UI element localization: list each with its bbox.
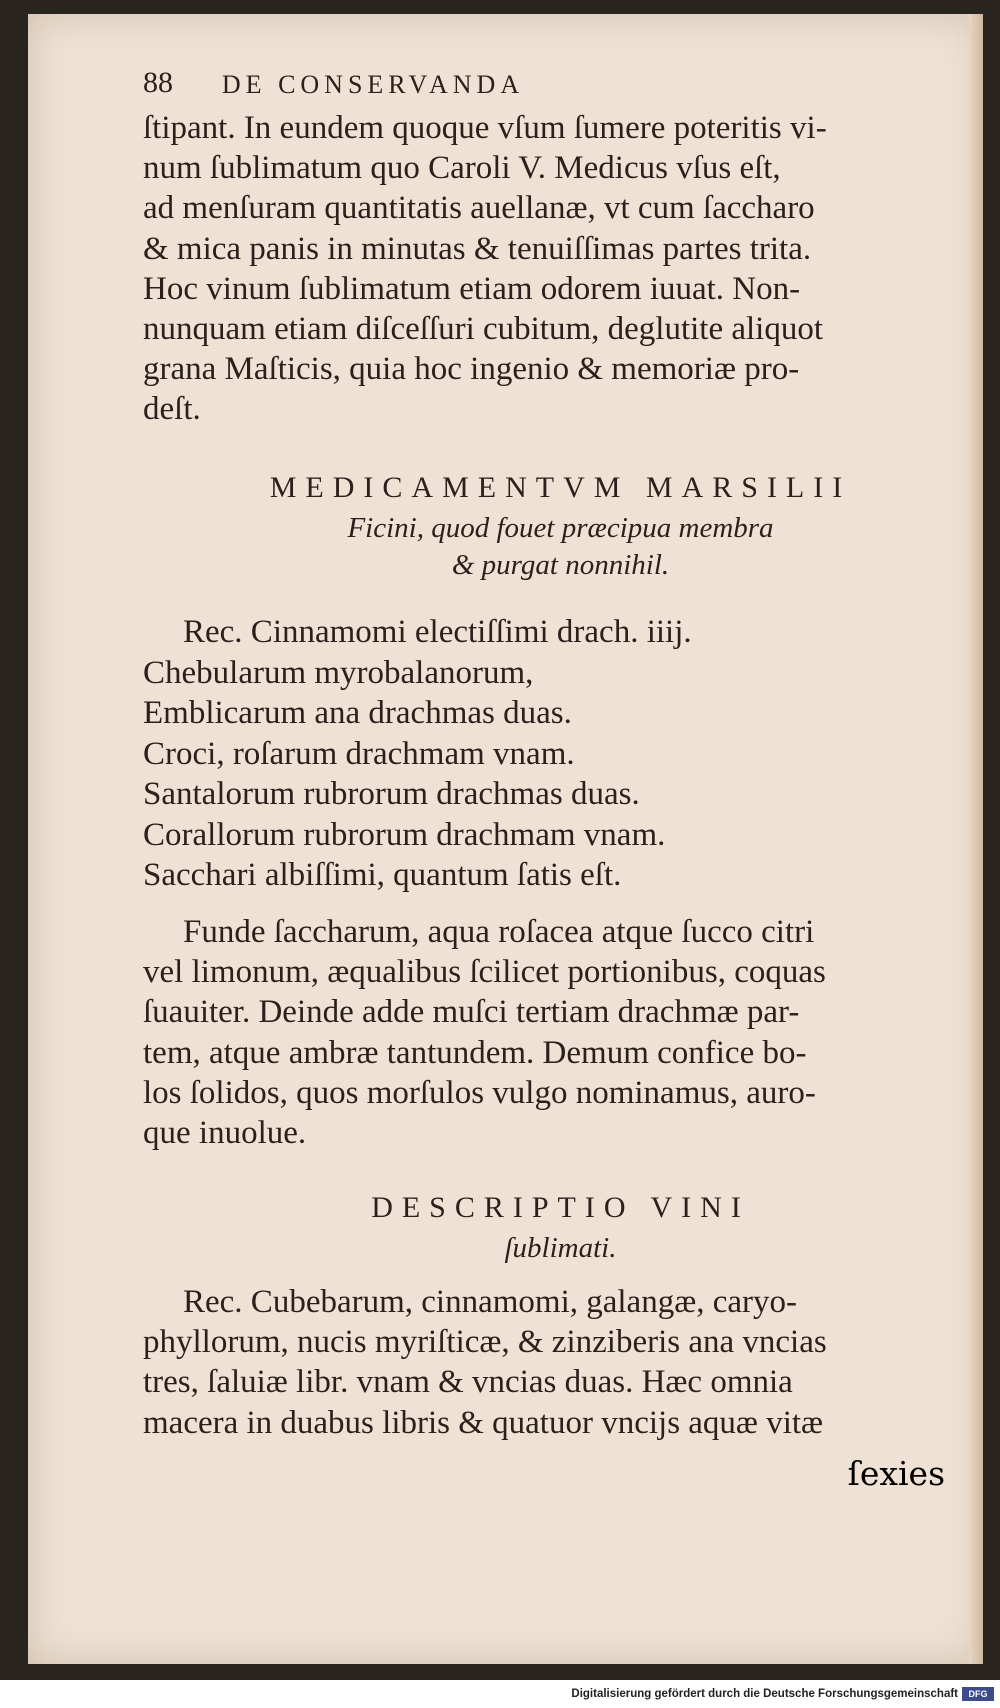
page-number: 88: [143, 66, 173, 99]
heading-subtitle: Ficini, quod fouet præcipua membra: [347, 512, 774, 544]
paragraph-3: [143, 1282, 978, 1443]
heading-subtitle: & purgat nonnihil.: [451, 549, 670, 581]
recipe-line: Rec. Cinnamomi electiſſimi drach. iiij.: [183, 614, 692, 650]
recipe-line: Sacchari albiſſimi, quantum ſatis eſt.: [143, 857, 622, 893]
dfg-logo: DFG: [962, 1687, 994, 1701]
running-head: [143, 66, 763, 106]
recipe-line: Croci, roſarum drachmam vnam.: [143, 735, 575, 772]
text-line: Hoc vinum ſublimatum etiam odorem iuuat. Non-: [143, 270, 801, 307]
text-line: Funde ſaccharum, aqua roſacea atque ſucco citri: [183, 914, 815, 950]
text-line: los ſolidos, quos morſulos vulgo nominamus, auro-: [143, 1074, 816, 1111]
paragraph-2: [143, 912, 978, 1153]
recipe-list: [143, 612, 978, 896]
catchword: ſexies: [847, 1454, 945, 1493]
heading-subtitle: ſublimati.: [504, 1232, 617, 1264]
text-line: ſtipant. In eundem quoque vſum ſumere poteritis vi-: [143, 110, 827, 146]
text-line: num ſublimatum quo Caroli V. Medicus vſus eſt,: [143, 150, 781, 187]
section-heading-descriptio: [143, 1186, 978, 1267]
running-head-title: DE CONSERVANDA: [221, 70, 525, 99]
heading-caps: DESCRIPTIO VINI: [371, 1191, 750, 1224]
section-heading-medicamentum: [143, 466, 978, 584]
funding-notice: Digitalisierung gefördert durch die Deutsche Forschungsgemeinschaft: [571, 1688, 958, 1700]
text-line: deſt.: [143, 391, 201, 428]
paragraph-1: [143, 108, 978, 430]
heading-caps: MEDICAMENTVM MARSILII: [269, 471, 852, 504]
text-line: ſuauiter. Deinde adde muſci tertiam drachmæ par-: [143, 994, 800, 1031]
text-line: tem, atque ambræ tantundem. Demum confice bo-: [143, 1034, 807, 1071]
recipe-line: Corallorum rubrorum drachmam vnam.: [143, 816, 666, 853]
book-page: [28, 14, 983, 1664]
text-line: Rec. Cubebarum, cinnamomi, galangæ, caryo-: [183, 1284, 797, 1320]
text-line: que inuolue.: [143, 1115, 307, 1152]
text-line: grana Maſticis, quia hoc ingenio & memoriæ pro-: [143, 351, 800, 388]
text-line: macera in duabus libris & quatuor vncijs aquæ vitæ: [143, 1404, 824, 1441]
text-line: nunquam etiam diſceſſuri cubitum, deglutite aliquot: [143, 311, 824, 348]
text-line: vel limonum, æqualibus ſcilicet portionibus, coquas: [143, 954, 826, 991]
text-line: phyllorum, nucis myriſticæ, & zinziberis ana vncias: [143, 1324, 827, 1361]
text-line: ad menſuram quantitatis auellanæ, vt cum ſaccharo: [143, 190, 815, 227]
recipe-line: Santalorum rubrorum drachmas duas.: [143, 776, 640, 812]
text-line: & mica panis in minutas & tenuiſſimas partes trita.: [143, 230, 812, 267]
text-line: tres, ſaluiæ libr. vnam & vncias duas. Hæc omnia: [143, 1364, 793, 1401]
footer-bar: [0, 1682, 1000, 1708]
recipe-line: Emblicarum ana drachmas duas.: [143, 695, 572, 731]
recipe-line: Chebularum myrobalanorum,: [143, 654, 534, 691]
